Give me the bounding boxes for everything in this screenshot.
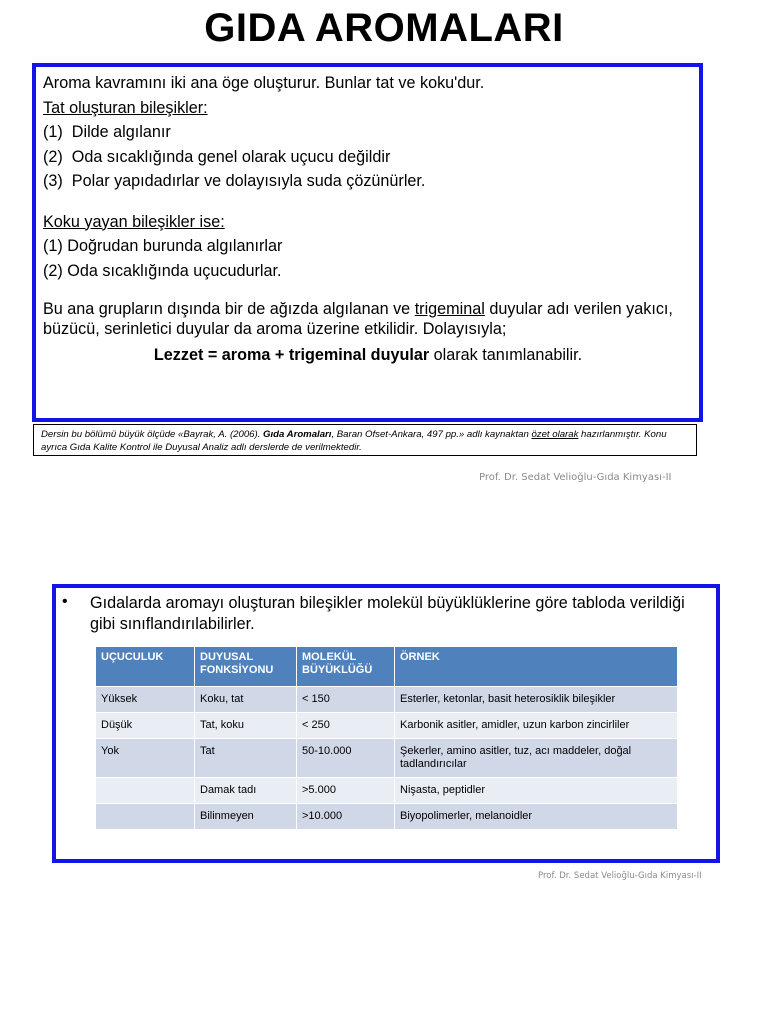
table-cell: >10.000 <box>297 804 395 830</box>
table-header-cell: DUYUSAL FONKSİYONU <box>195 647 297 687</box>
table-cell: Esterler, ketonlar, basit heterosiklik bileşikler <box>395 687 678 713</box>
footer-credit-2: Prof. Dr. Sedat Velioğlu-Gıda Kimyası-II <box>538 871 702 881</box>
table-row <box>96 687 678 713</box>
table-cell: 50-10.000 <box>297 739 395 778</box>
tat-item: (2) Oda sıcaklığında genel olarak uçucu değildir <box>43 147 391 166</box>
table-cell: Yok <box>96 739 195 778</box>
table-cell: Damak tadı <box>195 778 297 804</box>
tat-heading: Tat oluşturan bileşikler: <box>43 98 208 117</box>
tat-item: (3) Polar yapıdadırlar ve dolayısıyla suda çözünürler. <box>43 172 426 190</box>
table-cell: < 250 <box>297 713 395 739</box>
table-header-cell: ÖRNEK <box>395 647 678 687</box>
table-cell: Şekerler, amino asitler, tuz, acı maddeler, doğal tadlandırıcılar <box>395 739 678 778</box>
table-row <box>96 778 678 804</box>
koku-item: (2) Oda sıcaklığında uçucudurlar. <box>43 261 282 280</box>
koku-heading: Koku yayan bileşikler ise: <box>43 212 225 231</box>
table-cell: Tat, koku <box>195 713 297 739</box>
classification-box <box>52 584 720 863</box>
table-cell: Karbonik asitler, amidler, uzun karbon zincirliler <box>395 713 678 739</box>
table-header-cell: MOLEKÜL BÜYÜKLÜĞÜ <box>297 647 395 687</box>
table-cell: >5.000 <box>297 778 395 804</box>
table-cell <box>96 778 195 804</box>
classification-intro: Gıdalarda aromayı oluşturan bileşikler molekül büyüklüklerine göre tabloda verildiği gibi sınıflandırılabilirler. <box>90 594 685 633</box>
table-header-row <box>96 647 678 687</box>
table-cell: Biyopolimerler, melanoidler <box>395 804 678 830</box>
table-row <box>96 713 678 739</box>
source-note: Dersin bu bölümü büyük ölçüde «Bayrak, A. (2006). Gıda Aromaları, Baran Ofset-Ankara, 497 pp.» adlı kaynaktan özet olarak hazırlanmıştır. Konu ayrıca Gıda Kalite Kontrol ile Duyusal Analiz adlı derslerde de verilmektedir. <box>33 424 697 456</box>
koku-item: (1) Doğrudan burunda algılanırlar <box>43 237 283 255</box>
table-cell: Bilinmeyen <box>195 804 297 830</box>
table-cell <box>96 804 195 830</box>
table-cell: < 150 <box>297 687 395 713</box>
table-cell: Koku, tat <box>195 687 297 713</box>
table-cell: Tat <box>195 739 297 778</box>
aroma-definition-box <box>32 63 703 422</box>
footer-credit: Prof. Dr. Sedat Velioğlu-Gıda Kimyası-II <box>479 472 672 483</box>
table-row <box>96 804 678 830</box>
aroma-classification-table <box>96 647 678 829</box>
table-cell: Düşük <box>96 713 195 739</box>
trigeminal-paragraph: Bu ana grupların dışında bir de ağızda algılanan ve trigeminal duyular adı verilen yakıcı, büzücü, serinletici duyular da aroma üzerine etkilidir. Dolayısıyla; <box>43 300 673 338</box>
table-cell: Nişasta, peptidler <box>395 778 678 804</box>
intro-line: Aroma kavramını iki ana öge oluşturur. Bunlar tat ve koku'dur. <box>43 74 485 92</box>
bullet-marker: • <box>62 593 68 610</box>
tat-item: (1) Dilde algılanır <box>43 123 171 141</box>
table-cell: Yüksek <box>96 687 195 713</box>
table-row <box>96 739 678 778</box>
page-title: GIDA AROMALARI <box>204 6 564 50</box>
table-header-cell: UÇUCULUK <box>96 647 195 687</box>
lezzet-formula: Lezzet = aroma + trigeminal duyular olarak tanımlanabilir. <box>153 346 583 364</box>
